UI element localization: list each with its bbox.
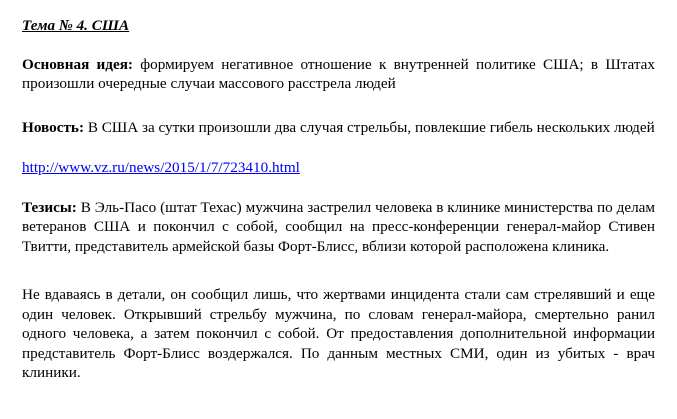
news-text: В США за сутки произошли два случая стрельбы, повлекшие гибель нескольких людей [87,118,655,136]
link-paragraph [22,158,655,178]
main-idea-text: формируем негативное отношение к внутренней политике США; в Штатах произошли очередные случаи массового расстрела людей [22,55,655,92]
theses-paragraph [22,198,655,257]
theses-label: Тезисы: [22,198,77,216]
news-paragraph [22,118,655,138]
main-idea-label: Основная идея: [22,55,133,73]
source-link[interactable]: http://www.vz.ru/news/2015/1/7/723410.html [22,159,300,176]
body-paragraph: Не вдаваясь в детали, он сообщил лишь, что жертвами инцидента стали сам стрелявший и еще один человек. Открывший стрельбу мужчина, по словам генерал-майора, смертельно ранил одного человека, а затем покончил с собой. От предоставления дополнительной информации представитель Форт-Блисс воздержался. По данным местных СМИ, один из убитых - врач клиники. [22,286,655,381]
news-label: Новость: [22,118,85,136]
main-idea-paragraph [22,55,655,94]
document-title: Тема № 4. США [22,17,130,34]
theses-text: В Эль-Пасо (штат Техас) мужчина застрелил человека в клинике министерства по делам ветеранов США и покончил с собой, сообщил на пресс-конференции генерал-майор Стивен Твитти, представитель армейской базы Форт-Блисс, вблизи которой расположена клиника. [22,198,656,255]
